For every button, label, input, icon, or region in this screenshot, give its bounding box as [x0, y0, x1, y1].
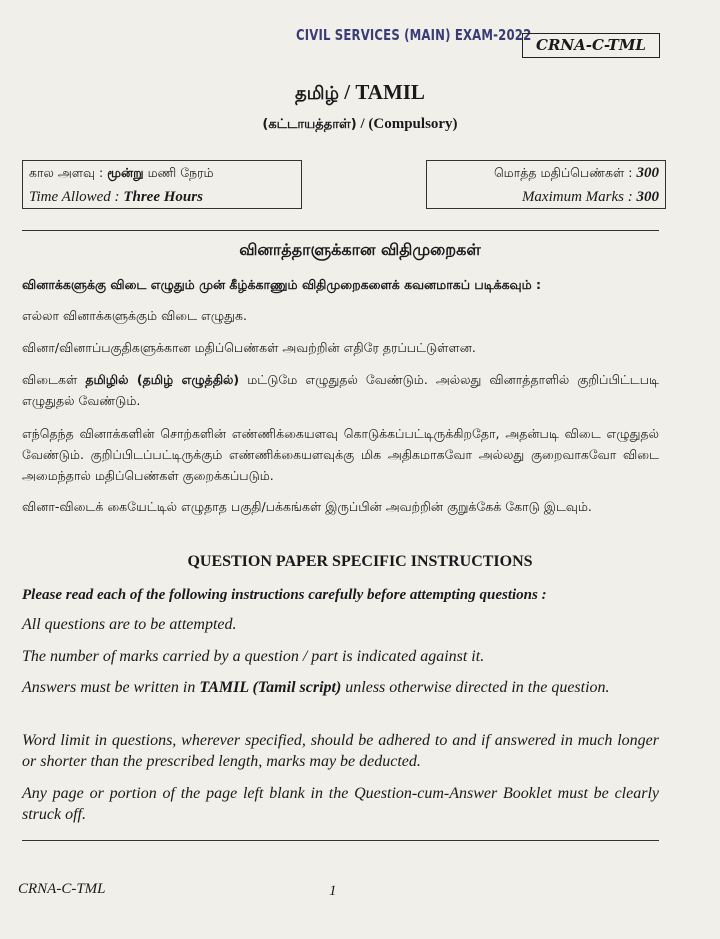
- tamil-instruction-1: எல்லா வினாக்களுக்கும் விடை எழுதுக.: [22, 308, 247, 323]
- english-instruction-1: All questions are to be attempted.: [22, 616, 237, 633]
- tamil-instruction-3-start: விடைகள்: [22, 372, 86, 387]
- marks-english-line: [427, 185, 659, 209]
- marks-tamil-value: 300: [636, 165, 659, 181]
- english-instruction-4: Word limit in questions, wherever specified, should be adhered to and if answered in much longer or shorter than the prescribed length, marks may be deducted.: [22, 732, 659, 770]
- page-number: 1: [329, 883, 337, 899]
- english-instruction-3-emphasis: TAMIL (Tamil script): [199, 679, 342, 696]
- time-english-label: Time Allowed :: [29, 189, 124, 205]
- tamil-instruction-3: [22, 369, 659, 411]
- top-divider: [22, 230, 659, 231]
- time-tamil-label: கால அளவு :: [29, 165, 108, 180]
- title-tamil: தமிழ்: [295, 83, 339, 104]
- bottom-divider: [22, 840, 659, 841]
- time-english-value: Three Hours: [123, 189, 203, 205]
- marks-tamil-line: [427, 161, 659, 185]
- english-instruction-5: Any page or portion of the page left blank in the Question-cum-Answer Booklet must be clearly struck off.: [22, 785, 659, 823]
- time-allowed-box: [22, 160, 302, 209]
- marks-english-value: 300: [636, 189, 659, 205]
- marks-tamil-label: மொத்த மதிப்பெண்கள் :: [493, 165, 637, 180]
- tamil-instructions-intro: வினாக்களுக்கு விடை எழுதும் முன் கீழ்க்காணும் விதிமுறைகளைக் கவனமாகப் படிக்கவும் :: [22, 277, 542, 292]
- paper-code-box: CRNA-C-TML: [522, 33, 660, 58]
- page-subtitle: [0, 116, 720, 133]
- subtitle-english: (Compulsory): [368, 116, 458, 132]
- marks-english-label: Maximum Marks :: [521, 189, 637, 205]
- footer-paper-code: CRNA-C-TML: [18, 881, 106, 897]
- time-english-line: [29, 185, 301, 209]
- time-tamil-line: [29, 161, 301, 185]
- tamil-instruction-4: எந்தெந்த வினாக்களின் சொற்களின் எண்ணிக்கையளவு கொடுக்கப்பட்டிருக்கிறதோ, அதன்படி விடை எழுதுதல் வேண்டும். குறிப்பிடப்பட்டிருக்கும் எண்ணிக்கையளவுக்கு மிக அதிகமாகவோ அல்லது குறைவாகவோ விடை அமைந்தால் மதிப்பெண்கள் குறைக்கப்படும்.: [22, 426, 659, 483]
- tamil-instruction-2: வினா/வினாப்பகுதிகளுக்கான மதிப்பெண்கள் அவற்றின் எதிரே தரப்பட்டுள்ளன.: [22, 340, 476, 355]
- english-instruction-3: [22, 677, 659, 698]
- english-instruction-3-end: unless otherwise directed in the question.: [341, 679, 610, 696]
- title-english: TAMIL: [355, 80, 425, 104]
- exam-banner: CIVIL SERVICES (MAIN) EXAM-2022: [296, 26, 532, 44]
- page-title: [0, 80, 720, 106]
- subtitle-separator: /: [356, 116, 369, 132]
- title-separator: /: [338, 80, 356, 104]
- english-instructions-intro: Please read each of the following instructions carefully before attempting questions :: [22, 587, 547, 603]
- english-instruction-2: The number of marks carried by a question / part is indicated against it.: [22, 648, 485, 665]
- subtitle-tamil: (கட்டாயத்தாள்): [262, 117, 357, 132]
- tamil-instruction-3-end: மட்டுமே எழுதுதல் வேண்டும். அல்லது வினாத்தாளில் குறிப்பிட்டபடி எழுதுதல் வேண்டும்.: [22, 372, 660, 408]
- tamil-instruction-3-emphasis: தமிழில் (தமிழ் எழுத்தில்): [85, 372, 240, 387]
- time-tamil-rest: மணி நேரம்: [143, 165, 214, 180]
- time-tamil-value: மூன்று: [107, 165, 144, 180]
- tamil-instructions-heading: வினாத்தாளுக்கான விதிமுறைகள்: [239, 240, 481, 259]
- english-instruction-3-start: Answers must be written in: [22, 679, 200, 696]
- english-instructions-heading: QUESTION PAPER SPECIFIC INSTRUCTIONS: [187, 553, 533, 570]
- maximum-marks-box: [426, 160, 666, 209]
- tamil-instruction-5: வினா-விடைக் கையேட்டில் எழுதாத பகுதி/பக்கங்கள் இருப்பின் அவற்றின் குறுக்கேக் கோடு இடவும்.: [22, 499, 592, 514]
